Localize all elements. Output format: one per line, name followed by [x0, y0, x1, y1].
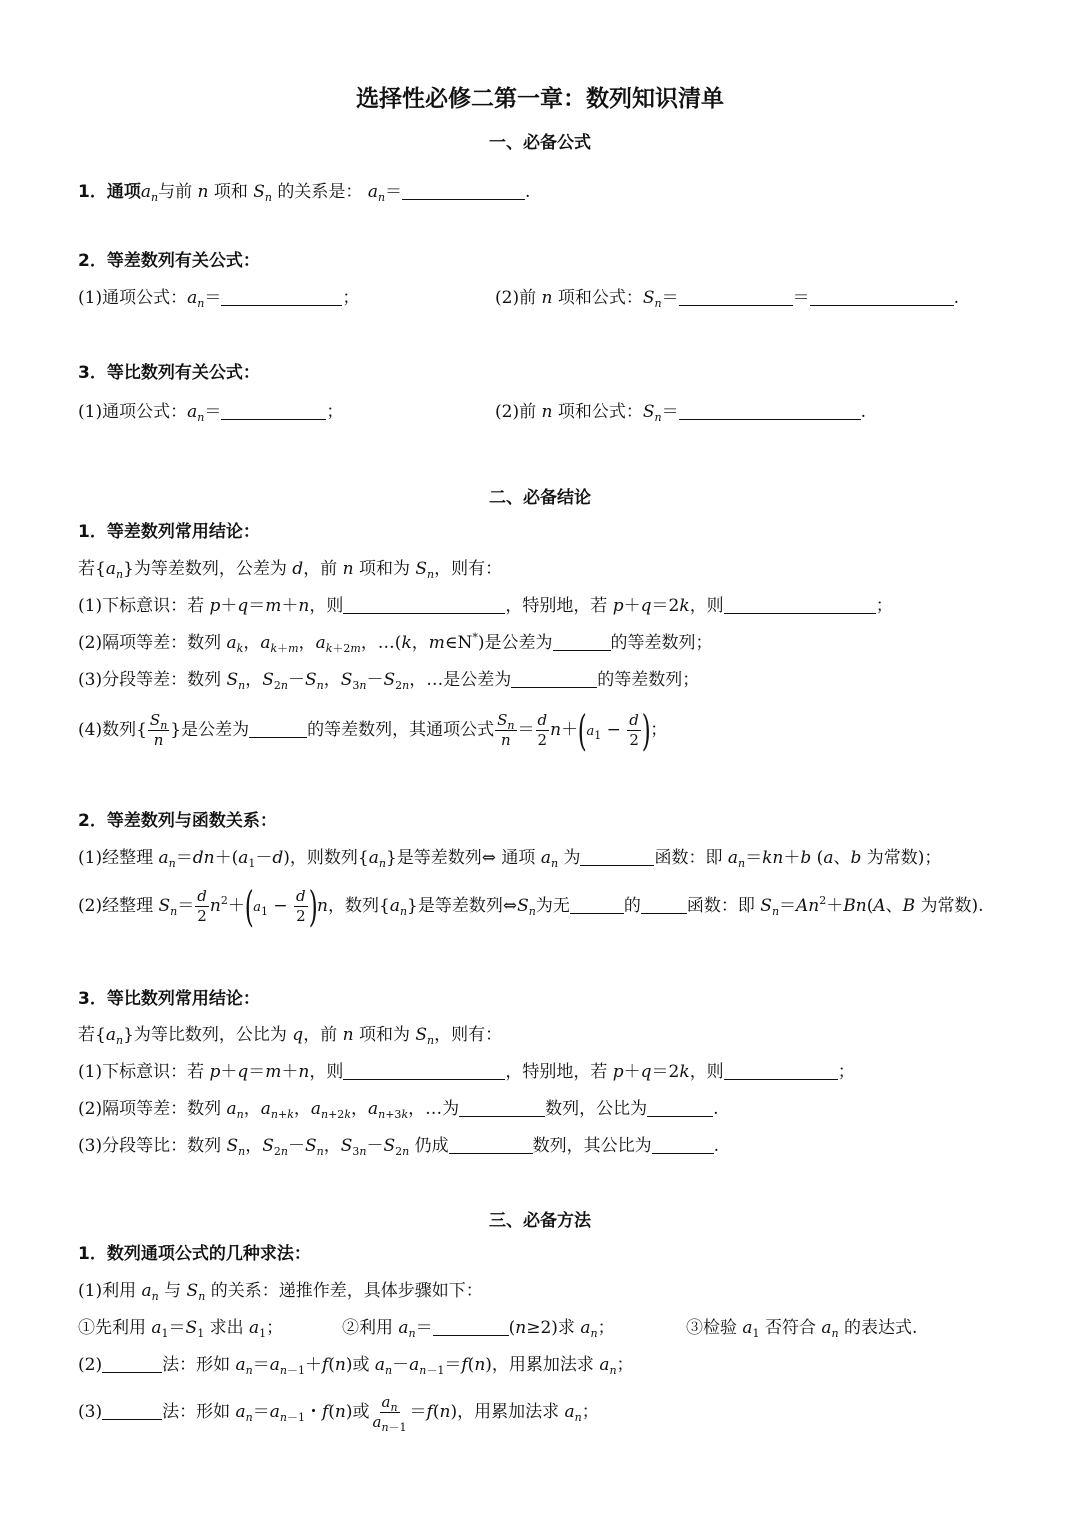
method-cumulative-sum: (2) 法：形如 $a_n=a_{n-1}+f(n)$或 $a_n-a_{n-1}=f(n)$，用累加法求 $a_n$；	[78, 1355, 634, 1377]
methods-heading: 1．数列通项公式的几种求法：	[78, 1244, 311, 1264]
arith-function-heading: 2．等差数列与函数关系：	[78, 811, 277, 831]
formula-item-3-heading: 3．等比数列有关公式：	[78, 363, 260, 383]
arith-intro: 若$\{a_n\}$为等差数列，公差为 d，前 n 项和为 $S_n$，则有：	[78, 559, 503, 581]
method-step-1: ①先利用 $a_1=S_1$ 求出 $a_1$；	[78, 1318, 284, 1340]
section-heading-conclusions: 二、必备结论	[489, 488, 591, 508]
arith-general-term: (1)通项公式：$a_n=$ ；	[78, 288, 360, 310]
page-title: 选择性必修二第一章：数列知识清单	[356, 86, 724, 112]
geo-skip-rule: (2)隔项等差：数列 $a_n$，$a_{n+k}$，$a_{n+2k}$，$a_{n+3k}$，…为 数列，公比为 .	[78, 1099, 719, 1121]
geo-intro: 若$\{a_n\}$为等比数列，公比为 q，前 n 项和为 $S_n$，则有：	[78, 1025, 503, 1047]
arith-conclusions-heading: 1．等差数列常用结论：	[78, 522, 260, 542]
geo-conclusions-heading: 3．等比数列常用结论：	[78, 989, 260, 1009]
method-cumulative-product: (3) 法：形如 $a_n=a_{n-1}$・f(n)或 $\frac{a_n}{a_{n-1}}$ ＝f(n)，用累加法求 $a_n$；	[78, 1393, 599, 1434]
arith-sum-formula: (2)前 n 项和公式：$S_n=$ ＝ .	[495, 288, 960, 310]
method-step-2: ②利用 $a_n= (n\ge 2)$求 $a_n$；	[342, 1318, 615, 1340]
arith-subscript-rule: (1)下标意识：若 p＋q＝m＋n，则 ，特别地，若 p＋q＝2k，则 ；	[78, 596, 893, 616]
section-heading-methods: 三、必备方法	[489, 1211, 591, 1231]
arith-sn-over-n-rule: (4)数列{ $\frac{S_n}{n}$ }是公差为 的等差数列，其通项公式 $\frac{S_n}{n}$ ＝ $\frac{d}{2}$ $n+(a_1$ − $\frac{d}{2}$ )；	[78, 705, 668, 755]
formula-item-1: 1．通项$a_n$与前 n 项和 $S_n$ 的关系是： $a_n=$ .	[78, 182, 531, 204]
geo-segment-rule: (3)分段等比：数列 $S_n$，$S_{2n}-S_n$，$S_{3n}-S_{2n}$ 仍成 数列，其公比为 .	[78, 1136, 720, 1158]
geo-general-term: (1)通项公式：$a_n=$ ；	[78, 402, 344, 424]
formula-item-2-heading: 2．等差数列有关公式：	[78, 251, 260, 271]
geo-subscript-rule: (1)下标意识：若 p＋q＝m＋n，则 ，特别地，若 p＋q＝2k，则 ；	[78, 1062, 855, 1082]
arith-segment-rule: (3)分段等差：数列 $S_n$，$S_{2n}-S_n$，$S_{3n}-S_{2n}$，…是公差为 的等差数列；	[78, 670, 700, 692]
arith-quadratic-function: (2)经整理 $S_n=$ $\frac{d}{2}$ $n^2+(a_1$ − $\frac{d}{2}$ )n，数列$\{a_n\}$是等差数列$\Leftrightarrow S_n$为无 的 函数：即 $S_n=An^2+Bn(A$、B 为常数).	[78, 881, 984, 931]
section-heading-formulas: 一、必备公式	[489, 133, 591, 153]
method-an-sn-relation: (1)利用 $a_n$ 与 $S_n$ 的关系：递推作差，具体步骤如下：	[78, 1281, 483, 1303]
arith-linear-function: (1)经整理 $a_n=dn+(a_1-d)$，则数列$\{a_n\}$是等差数列⇔ 通项 $a_n$ 为 函数：即 $a_n=kn+b$ (a、b 为常数)；	[78, 848, 942, 870]
method-step-3: ③检验 $a_1$ 否符合 $a_n$ 的表达式.	[686, 1318, 918, 1340]
arith-skip-rule: (2)隔项等差：数列 $a_k$，$a_{k+m}$，$a_{k+2m}$，…(k，m∈N*)是公差为 的等差数列；	[78, 631, 713, 655]
geo-sum-formula: (2)前 n 项和公式：$S_n=$ .	[495, 402, 867, 424]
